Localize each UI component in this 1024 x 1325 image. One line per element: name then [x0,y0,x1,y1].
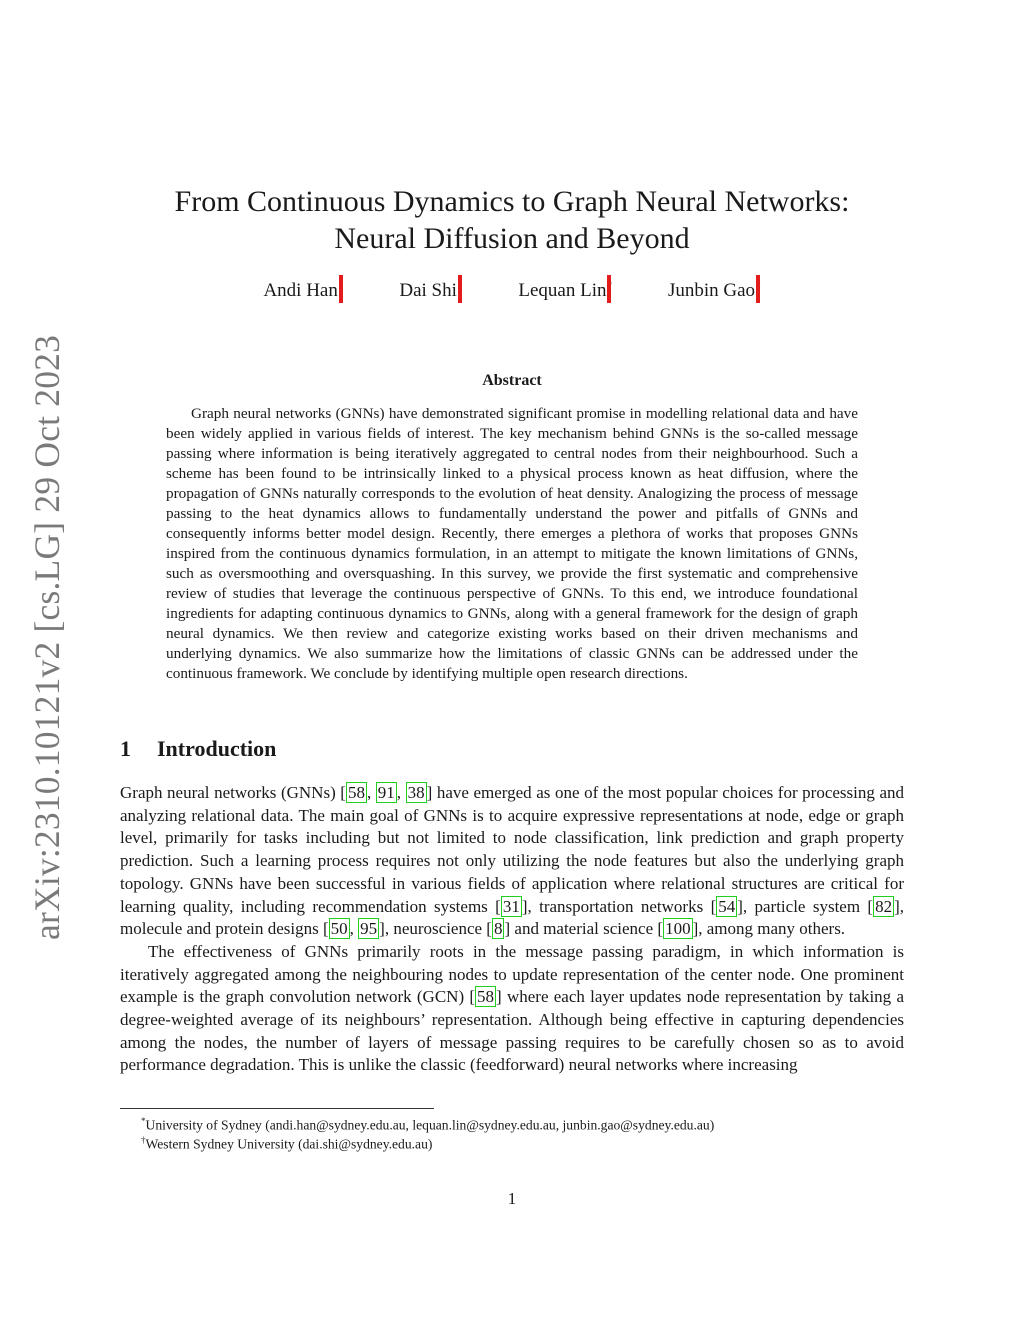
author-list [0,280,1024,302]
body-text [120,782,904,1077]
citation-link[interactable]: 38 [407,783,425,802]
link-highlight [756,275,760,303]
citation-link[interactable]: 91 [377,783,395,802]
section-number: 1 [120,736,131,761]
page-number: 1 [507,1189,517,1208]
author-name: Lequan Lin [518,280,607,301]
arxiv-side-stamp: arXiv:2310.10121v2 [cs.LG] 29 Oct 2023 [27,334,67,940]
footnote-text: University of Sydney (andi.han@sydney.edu.au, lequan.lin@sydney.edu.au, junbin.gao@sydney.edu.au) [145,1117,715,1133]
abstract-text: Graph neural networks (GNNs) have demonstrated significant promise in modelling relational data and have been widely applied in various fields of interest. The key mechanism behind GNNs is the so-called message passing where information is being iteratively aggregated to central nodes from their neighbourhood. Such a scheme has been found to be intrinsically linked to a physical process known as heat diffusion, where the propagation of GNNs naturally corresponds to the evolution of heat density. Analogizing the process of message passing to the heat dynamics allows to fundamentally understand the power and pitfalls of GNNs and consequently informs better model design. Recently, there emerges a plethora of works that proposes GNNs inspired from the continuous dynamics formulation, in an attempt to mitigate the known limitations of GNNs, such as oversmoothing and oversquashing. In this survey, we provide the first systematic and comprehensive review of studies that leverage the continuous perspective of GNNs. To this end, we introduce foundational ingredients for adapting continuous dynamics to GNNs, along with a general framework for the design of graph neural dynamics. We then review and categorize existing works based on their driven mechanisms and underlying dynamics. We also summarize how the limitations of classic GNNs can be addressed under the continuous framework. We conclude by identifying multiple open research directions. [166,405,858,682]
section-heading [120,736,276,762]
citation-link[interactable]: 58 [477,987,495,1007]
footnote-mark: † [141,1135,146,1145]
citation-link[interactable]: 82 [875,896,893,916]
citation-link[interactable]: 31 [502,896,520,916]
author-2 [399,280,462,302]
footnote-rule [120,1108,434,1109]
paragraph-2: The effectiveness of GNNs primarily roots in the message passing paradigm, in which information is iteratively aggregated among the neighbouring nodes to update representation of the center node. One prominent example is the graph convolution network (GCN) [ 58 ] where each layer updates node representation by taking a degree-weighted average of its neighbours’ representation. Although being effective in capturing dependencies among the nodes, the number of layers of message passing requires to be carefully chosen so as to avoid performance degradation. This is unlike the classic (feedforward) neural networks where increasing [120,941,904,1075]
abstract-heading: Abstract [482,372,542,389]
author-name: Andi Han [263,280,338,301]
section-title: Introduction [157,736,277,761]
citation-link[interactable]: 8 [493,919,503,939]
author-3 [518,280,612,302]
author-affiliation-link[interactable] [458,280,463,290]
author-1 [263,280,343,302]
paper-title [0,183,1024,257]
author-affiliation-link[interactable] [756,280,761,290]
title-line-1: From Continuous Dynamics to Graph Neural Networks: [174,185,850,218]
citation-link[interactable]: 100 [665,919,691,939]
footnote-text: Western Sydney University (dai.shi@sydney.edu.au) [145,1136,433,1152]
author-name: Dai Shi [399,280,457,301]
link-highlight [607,275,611,303]
author-name: Junbin Gao [667,280,756,301]
title-line-2: Neural Diffusion and Beyond [334,222,690,255]
paragraph-1: Graph neural networks (GNNs) [ 58 , 91 , 38 ] have emerged as one of the most popular choices for processing and analyzing relational data. The main goal of GNNs is to acquire expressive representations at node, edge or graph level, primarily for tasks including but not limited to node classification, link prediction and graph property prediction. Such a learning process requires not only utilizing the node features but also the underlying graph topology. GNNs have been successful in various fields of application where relational structures are critical for learning quality, including recommendation systems [ 31 ], transportation networks [ 54 ], particle system [ 82 ], molecule and protein designs [ 50 , 95 ], neuroscience [ 8 ] and material science [ 100 ], among many others. [120,783,905,939]
author-4 [668,280,761,302]
author-affiliation-link[interactable] [339,280,344,290]
citation-link[interactable]: 50 [330,919,348,939]
citation-link[interactable]: 54 [718,896,736,916]
author-affiliation-link[interactable] [607,280,612,290]
link-highlight [458,275,462,303]
citation-link[interactable]: 58 [347,783,365,802]
citation-link[interactable]: 95 [360,919,378,939]
link-highlight [339,275,343,303]
footnote-mark: * [141,1116,146,1126]
footnote-2 [141,1131,432,1154]
